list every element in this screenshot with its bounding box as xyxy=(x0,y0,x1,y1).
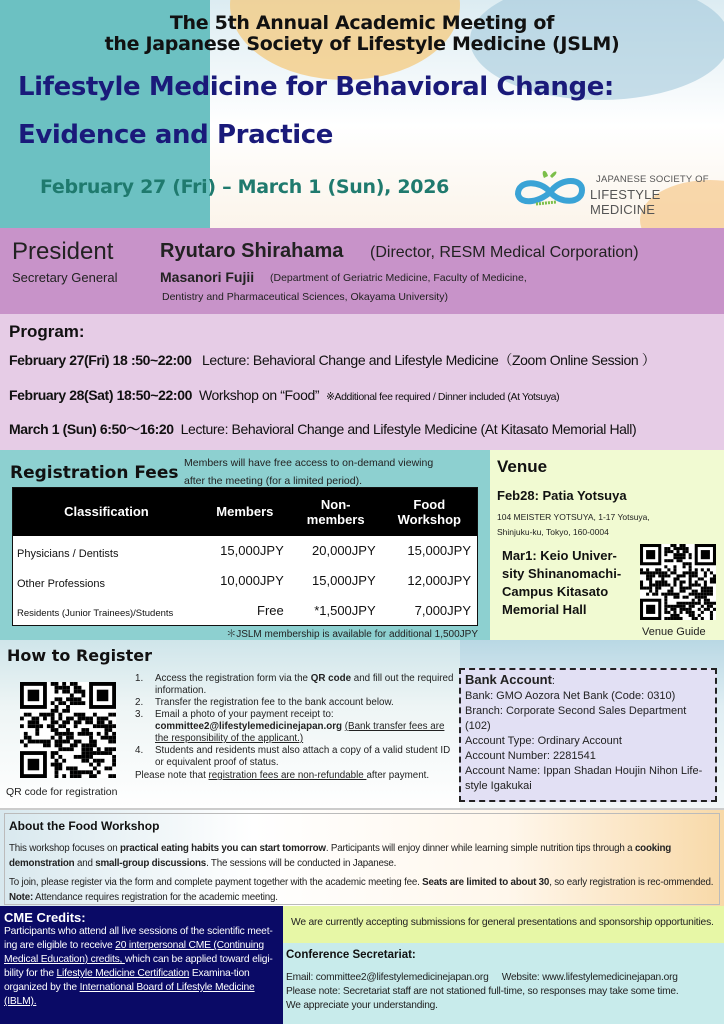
table-row xyxy=(13,566,478,596)
fees-title: Registration Fees xyxy=(10,463,179,483)
president-affiliation: (Director, RESM Medical Corporation) xyxy=(370,244,639,261)
step-number: 3. xyxy=(135,709,144,720)
secretariat-body xyxy=(286,971,679,1013)
text-bold: small-group discussions xyxy=(95,858,207,869)
fees-header-row xyxy=(13,488,478,536)
food-workshop-box xyxy=(4,813,720,905)
venue-guide-label: Venue Guide xyxy=(642,626,706,638)
secretary-affiliation-1: (Department of Geriatric Medicine, Faculty of Medicine, xyxy=(270,272,527,284)
cell-nonmembers: *1,500JPY xyxy=(314,602,376,618)
bank-line: Branch: Corporate Second Sales Department (102) xyxy=(465,705,687,732)
text: Attendance requires registration for the academic meeting. xyxy=(33,892,278,903)
text: Participants who attend all live sessions of the scientific meet-ing are eligible to receive xyxy=(4,926,273,951)
col-header-food xyxy=(382,488,478,536)
text: . Participants will enjoy dinner while learning simple nutrition tips through a xyxy=(325,843,635,854)
program-desc: Lecture: Behavioral Change and Lifestyle Medicine（Zoom Online Session ） xyxy=(202,352,656,368)
col-header-members: Members xyxy=(200,488,290,536)
bank-line: Account Number: 2281541 xyxy=(465,750,596,762)
qr-code-icon[interactable] xyxy=(20,682,116,778)
text-bold: practical eating habits you can start tomorrow xyxy=(119,843,326,854)
cme-credits-section xyxy=(0,906,283,1024)
cell-nonmembers: 20,000JPY xyxy=(312,543,376,558)
jslm-logo xyxy=(510,166,710,217)
program-item xyxy=(9,350,655,370)
food-workshop-paragraph-1 xyxy=(9,841,717,871)
secretariat-section xyxy=(283,943,724,1024)
email-link[interactable]: committee2@lifestylemedicinejapan.org xyxy=(155,721,343,732)
howto-title: How to Register xyxy=(7,646,152,665)
program-title: Program: xyxy=(9,322,85,341)
cell-members: Free xyxy=(257,602,284,618)
text-underline: Lifestyle Medicine Certification xyxy=(56,968,190,979)
text: , so early registration is rec-ommended. xyxy=(549,877,714,888)
header-banner xyxy=(0,0,724,228)
program-date: February 28(Sat) 18:50~22:00 xyxy=(9,387,192,403)
president-label: President xyxy=(12,238,114,265)
cme-body xyxy=(4,925,279,1009)
text-bold: Seats are limited to about 30 xyxy=(422,877,550,888)
program-item xyxy=(9,419,636,439)
theme-title-line2: Evidence and Practice xyxy=(18,120,334,150)
secretariat-thanks: We appreciate your understanding. xyxy=(286,1000,438,1011)
contact-row xyxy=(286,971,679,985)
text-bold: cooking demonstration xyxy=(9,843,672,869)
fees-note-line2: after the meeting (for a limited period). xyxy=(184,475,362,487)
secretariat-website[interactable]: Website: www.lifestylemedicinejapan.org xyxy=(501,972,678,983)
cell-members: 15,000JPY xyxy=(220,543,284,558)
step-text: Email a photo of your payment receipt to: xyxy=(155,709,334,720)
food-workshop-paragraph-2 xyxy=(9,875,717,905)
meeting-name-line2: the Japanese Society of Lifestyle Medicine (JSLM) xyxy=(104,33,620,55)
secretariat-title: Conference Secretariat: xyxy=(286,949,416,961)
bank-line: Account Type: Ordinary Account xyxy=(465,735,622,747)
cell-classification: Other Professions xyxy=(17,577,106,590)
program-desc: Lecture: Behavioral Change and Lifestyle Medicine (At Kitasato Memorial Hall) xyxy=(180,421,637,437)
registration-qr-label: QR code for registration xyxy=(6,786,118,798)
bank-title: Bank Account xyxy=(465,672,552,687)
step-number: 1. xyxy=(135,673,144,684)
secretary-affiliation-2: Dentistry and Pharmaceutical Sciences, Okayama University) xyxy=(162,291,448,303)
meeting-dates: February 27 (Fri) – March 1 (Sun), 2026 xyxy=(40,176,450,198)
note-text-underline: registration fees are non-refundable xyxy=(208,770,367,781)
submissions-banner xyxy=(283,906,724,943)
fees-footnote: ＊JSLM membership is available for additional 1,500JPY xyxy=(226,629,478,640)
bank-account-box xyxy=(459,668,717,802)
step-text: Access the registration form via the xyxy=(155,673,311,684)
table-row xyxy=(13,536,478,566)
venue-mar: Mar1: Keio Univer-sity Shinanomachi-Campus Kitasato Memorial Hall xyxy=(502,548,622,617)
text-underline: International Board of Lifestyle Medicine (IBLM). xyxy=(4,982,255,1007)
header-text: Non- xyxy=(320,496,351,512)
refund-note xyxy=(135,770,460,782)
step-item xyxy=(135,709,460,745)
text: To join, please register via the form and complete payment together with the academic meeting fee. xyxy=(9,877,423,888)
address-line2: Shinjuku-ku, Tokyo, 160-0004 xyxy=(497,527,609,537)
program-desc: Workshop on “Food” xyxy=(198,387,320,403)
step-text-underline: (Bank transfer fees are the responsibility of the applicant.) xyxy=(155,721,445,744)
step-item xyxy=(135,697,460,709)
bank-title-row xyxy=(465,672,711,689)
logo-text-line1: JAPANESE SOCIETY OF xyxy=(596,174,709,185)
food-workshop-section xyxy=(0,808,724,906)
col-header-nonmembers xyxy=(290,488,382,536)
step-text: and fill out the required information. xyxy=(155,673,454,696)
header-text: members xyxy=(306,511,365,527)
program-section xyxy=(0,314,724,450)
bank-line: Account Name: Ippan Shadan Houjin Nihon Life-style Igakukai xyxy=(465,765,703,792)
registration-fees-section xyxy=(0,450,490,640)
header-text: Workshop xyxy=(397,511,461,527)
theme-title-line1: Lifestyle Medicine for Behavioral Change: xyxy=(18,72,614,102)
venue-feb-address xyxy=(497,510,722,540)
text: This workshop focuses on xyxy=(9,843,120,854)
cell-classification: Residents (Junior Trainees)/Students xyxy=(17,607,174,619)
secretary-name: Masanori Fujii xyxy=(160,269,255,285)
program-date: March 1 (Sun) 6:50～16:20 xyxy=(9,421,174,437)
venue-title: Venue xyxy=(497,457,548,476)
step-number: 4. xyxy=(135,745,144,756)
step-item xyxy=(135,745,460,769)
step-number: 2. xyxy=(135,697,144,708)
col-header-classification: Classification xyxy=(13,488,200,536)
cell-food: 12,000JPY xyxy=(407,573,471,588)
venue-section xyxy=(490,450,724,640)
president-name: Ryutaro Shirahama xyxy=(160,240,344,262)
secretariat-note: Please note: Secretariat staff are not stationed full-time, so responses may take some time. xyxy=(286,986,679,997)
step-text: Transfer the registration fee to the bank account below. xyxy=(155,697,394,708)
note-text: after payment. xyxy=(366,770,430,781)
secretariat-email[interactable]: Email: committee2@lifestylemedicinejapan.org xyxy=(286,972,489,983)
registration-steps xyxy=(135,673,460,782)
text: Examina-tion organized by the xyxy=(4,968,250,993)
food-workshop-title: About the Food Workshop xyxy=(9,819,160,833)
text: which can be applied toward eligi-bility for the xyxy=(4,954,273,979)
table-row xyxy=(13,596,478,626)
text-underline: 20 interpersonal CME (Continuing Medical Education) credits, xyxy=(4,940,264,965)
bank-title-suffix: : xyxy=(551,675,555,687)
address-line1: 104 MEISTER YOTSUYA, 1-17 Yotsuya, xyxy=(497,512,650,522)
infinity-leaf-logo-icon xyxy=(510,166,590,210)
venue-feb: Feb28: Patia Yotsuya xyxy=(497,488,627,503)
program-item xyxy=(9,387,559,403)
text-bold: Note: xyxy=(9,892,34,903)
cell-nonmembers: 15,000JPY xyxy=(312,573,376,588)
cell-food: 7,000JPY xyxy=(414,602,471,618)
qr-code-icon[interactable] xyxy=(640,544,716,620)
step-item xyxy=(135,673,460,697)
logo-text-line2: LIFESTYLE MEDICINE xyxy=(590,187,661,217)
bank-line: Bank: GMO Aozora Net Bank (Code: 0310) xyxy=(465,690,676,702)
program-note: ※Additional fee required / Dinner included (At Yotsuya) xyxy=(326,391,560,403)
officers-section xyxy=(0,228,724,314)
program-date: February 27(Fri) 18 :50~22:00 xyxy=(9,352,192,368)
cell-classification: Physicians / Dentists xyxy=(17,547,119,560)
fees-note xyxy=(184,454,433,490)
text: and xyxy=(74,858,96,869)
header-text: Food xyxy=(413,496,446,512)
fees-table xyxy=(12,487,478,626)
cell-members: 10,000JPY xyxy=(220,573,284,588)
submissions-text: We are currently accepting submissions for general presentations and sponsorship opportunities. xyxy=(291,917,714,928)
note-text: Please note that xyxy=(135,770,209,781)
fees-note-line1: Members will have free access to on-demand viewing xyxy=(184,457,434,469)
cme-title: CME Credits: xyxy=(4,910,86,925)
step-text-bold: QR code xyxy=(310,673,352,684)
how-to-register-section xyxy=(0,640,460,808)
step-text: Students and residents must also attach a copy of a valid student ID or equivalent proof of status. xyxy=(155,745,451,768)
secretary-label: Secretary General xyxy=(12,270,118,285)
cell-food: 15,000JPY xyxy=(407,543,471,558)
text: . The sessions will be conducted in Japanese. xyxy=(206,858,397,869)
meeting-name-line1: The 5th Annual Academic Meeting of xyxy=(169,12,555,34)
